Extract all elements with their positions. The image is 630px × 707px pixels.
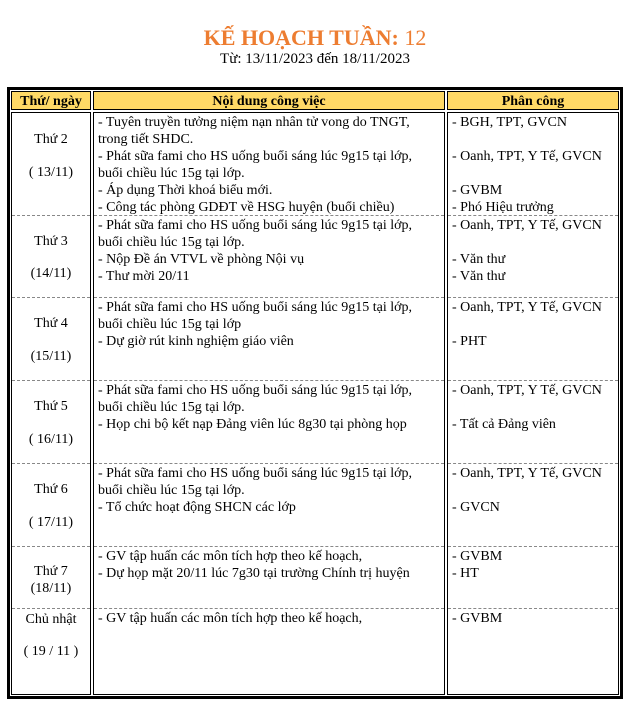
content-cell: [94, 547, 444, 609]
assign-line: [452, 234, 614, 251]
content-line: - Nộp Đề án VTVL về phòng Nội vụ: [98, 252, 305, 267]
date-label: ( 13/11): [28, 165, 74, 180]
day-label: Thứ 4: [34, 316, 68, 331]
day-column-body: [11, 112, 91, 695]
week-number: 12: [404, 25, 427, 50]
day-label: Thứ 7: [34, 564, 68, 579]
content-line: - GV tập huấn các môn tích hợp theo kế hoạch,: [98, 549, 363, 564]
header-content: Nội dung công việc: [93, 91, 445, 110]
assign-line: - Oanh, TPT, Y Tế, GVCN: [452, 383, 602, 398]
assign-column: [447, 91, 619, 695]
content-line: - Phát sữa fami cho HS uống buổi sáng lúc 9g15 tại lớp,: [98, 149, 413, 164]
day-cell: [12, 547, 90, 609]
date-label: ( 17/11): [28, 515, 74, 530]
content-line: - Phát sữa fami cho HS uống buổi sáng lúc 9g15 tại lớp,: [98, 300, 413, 315]
content-column-body: [93, 112, 445, 695]
day-cell: [12, 298, 90, 381]
assign-line: - Oanh, TPT, Y Tế, GVCN: [452, 300, 602, 315]
content-line: buổi chiều lúc 15g tại lớp.: [98, 166, 245, 181]
assign-column-body: [447, 112, 619, 695]
content-line: - Phát sữa fami cho HS uống buổi sáng lúc 9g15 tại lớp,: [98, 466, 413, 481]
content-cell: [94, 298, 444, 381]
day-cell: [12, 464, 90, 547]
content-line: - Thư mời 20/11: [98, 269, 190, 284]
assign-line: [452, 131, 614, 148]
content-line: - Phát sữa fami cho HS uống buổi sáng lúc 9g15 tại lớp,: [98, 383, 413, 398]
header-day: Thứ/ ngày: [11, 91, 91, 110]
page-title: [0, 25, 630, 51]
assign-line: - GVCN: [452, 500, 500, 515]
assign-cell: [448, 464, 618, 547]
assign-line: - PHT: [452, 334, 487, 349]
content-line: - Công tác phòng GDĐT về HSG huyện (buổi chiều): [98, 200, 395, 215]
assign-cell: [448, 609, 618, 695]
content-line: buổi chiều lúc 15g tại lớp.: [98, 483, 245, 498]
assign-cell: [448, 298, 618, 381]
assign-cell: [448, 547, 618, 609]
day-column: [11, 91, 91, 695]
assign-cell: [448, 381, 618, 464]
content-line: - Họp chi bộ kết nạp Đảng viên lúc 8g30 tại phòng họp: [98, 417, 407, 432]
day-cell: [12, 609, 90, 695]
schedule-table: [7, 87, 623, 699]
content-line: - Dự họp mặt 20/11 lúc 7g30 tại trường Chính trị huyện: [98, 566, 410, 581]
assign-line: - HT: [452, 566, 479, 581]
assign-line: [452, 165, 614, 182]
content-line: buổi chiều lúc 15g tại lớp: [98, 317, 242, 332]
assign-line: - GVBM: [452, 611, 503, 626]
content-line: - GV tập huấn các môn tích hợp theo kế hoạch,: [98, 611, 363, 626]
date-label: ( 16/11): [28, 432, 74, 447]
assign-cell: [448, 216, 618, 298]
content-line: buổi chiều lúc 15g tại lớp.: [98, 235, 245, 250]
header-assign: Phân công: [447, 91, 619, 110]
day-cell: [12, 216, 90, 298]
content-line: - Tuyên truyền tưởng niệm nạn nhân tử vong do TNGT,: [98, 115, 410, 130]
content-line: - Áp dụng Thời khoá biểu mới.: [98, 183, 273, 198]
assign-line: - GVBM: [452, 549, 503, 564]
day-label: Thứ 6: [34, 482, 68, 497]
day-label: Thứ 2: [34, 132, 68, 147]
assign-line: - Tất cả Đảng viên: [452, 417, 556, 432]
day-cell: [12, 381, 90, 464]
assign-line: - BGH, TPT, GVCN: [452, 115, 567, 130]
assign-line: [452, 399, 614, 416]
assign-line: [452, 482, 614, 499]
assign-line: - Oanh, TPT, Y Tế, GVCN: [452, 218, 602, 233]
content-cell: [94, 464, 444, 547]
content-line: - Tổ chức hoạt động SHCN các lớp: [98, 500, 296, 515]
content-line: buổi chiều lúc 15g tại lớp.: [98, 400, 245, 415]
assign-line: - Oanh, TPT, Y Tế, GVCN: [452, 149, 602, 164]
content-line: - Dự giờ rút kinh nghiệm giáo viên: [98, 334, 294, 349]
title-prefix: KẾ HOẠCH TUẦN:: [203, 25, 399, 50]
day-label: Thứ 5: [34, 399, 68, 414]
content-cell: [94, 381, 444, 464]
content-cell: [94, 609, 444, 695]
assign-cell: [448, 113, 618, 216]
assign-line: - Văn thư: [452, 269, 506, 284]
date-label: (14/11): [30, 266, 72, 281]
date-label: (18/11): [30, 581, 72, 596]
content-column: [93, 91, 445, 695]
assign-line: [452, 316, 614, 333]
assign-line: - Văn thư: [452, 252, 506, 267]
day-cell: [12, 113, 90, 216]
assign-line: - Phó Hiệu trưởng: [452, 200, 554, 215]
date-label: (15/11): [30, 349, 72, 364]
content-cell: [94, 113, 444, 216]
assign-line: - GVBM: [452, 183, 503, 198]
date-range: Từ: 13/11/2023 đến 18/11/2023: [220, 51, 410, 67]
day-label: Chủ nhật: [25, 612, 77, 627]
day-label: Thứ 3: [34, 234, 68, 249]
content-cell: [94, 216, 444, 298]
assign-line: - Oanh, TPT, Y Tế, GVCN: [452, 466, 602, 481]
date-label: ( 19 / 11 ): [23, 644, 79, 659]
content-line: trong tiết SHDC.: [98, 132, 194, 147]
content-line: - Phát sữa fami cho HS uống buổi sáng lúc 9g15 tại lớp,: [98, 218, 413, 233]
